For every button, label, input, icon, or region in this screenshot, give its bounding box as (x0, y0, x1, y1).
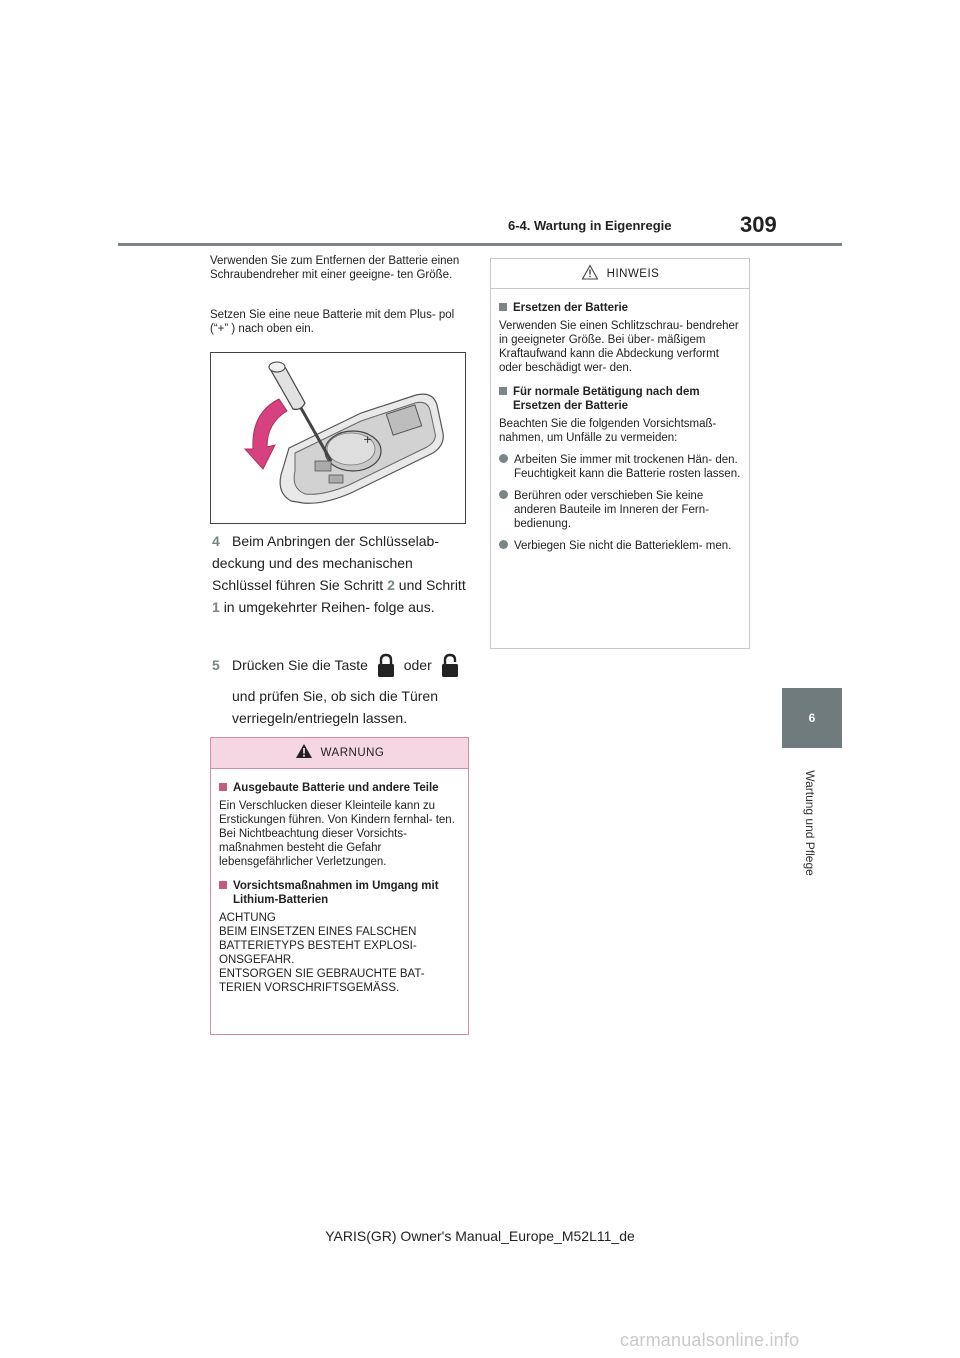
square-bullet-icon (499, 387, 507, 395)
circle-bullet-icon (499, 454, 508, 463)
step-text-b: und Schritt (398, 577, 466, 593)
notice-box (490, 258, 750, 649)
square-bullet-icon (219, 881, 227, 889)
notice-title: HINWEIS (606, 267, 660, 280)
battery-replacement-figure (210, 352, 466, 524)
square-bullet-icon (219, 783, 227, 791)
step-text-a: Drücken Sie die Taste (232, 657, 368, 673)
notice-text: Beachten Sie die folgenden Vorsichtsmaß- nahmen, um Unfälle zu vermeiden: (499, 418, 717, 444)
chapter-label (800, 760, 820, 890)
footer-manual-id: YARIS(GR) Owner's Manual_Europe_M52L11_de (325, 1228, 635, 1244)
step-ref: 1 (212, 599, 220, 615)
list-item: Arbeiten Sie immer mit trockenen Hän- den. Feuchtigkeit kann die Batterie rosten lassen. (499, 453, 741, 481)
step-number: 5 (212, 657, 220, 673)
svg-text:+: + (363, 433, 373, 446)
caution-outline-icon (581, 264, 599, 284)
lock-closed-icon (376, 653, 396, 679)
circle-bullet-icon (499, 490, 508, 499)
intro-paragraph-1: Verwenden Sie zum Entfernen der Batterie einen Schraubendreher mit einer geeigne- ten Größe. (210, 255, 460, 281)
step-5 (212, 652, 474, 729)
list-item: Berühren oder verschieben Sie keine anderen Bauteile im Inneren der Fern- bedienung. (499, 489, 741, 531)
warning-triangle-icon (295, 743, 313, 763)
warning-title: WARNUNG (320, 747, 385, 759)
section-title: 6-4. Wartung in Eigenregie (508, 218, 672, 233)
step-ref: 2 (387, 577, 395, 593)
warning-header (211, 738, 468, 769)
warning-heading: Ausgebaute Batterie und andere Teile (219, 781, 460, 795)
notice-text: Verwenden Sie einen Schlitzschrau- bendreher in geeigneter Größe. Bei über- mäßigem Kraftaufwand kann die Abdeckung verformt oder beschädigt wer- den. (499, 320, 739, 374)
chapter-tab (782, 688, 842, 748)
page-number: 309 (740, 212, 777, 237)
square-bullet-icon (499, 303, 507, 311)
warning-text: ACHTUNG BEIM EINSETZEN EINES FALSCHEN BATTERIETYPS BESTEHT EXPLOSI- ONSGEFAHR. ENTSORGEN SIE GEBRAUCHTE BAT- TERIEN VORSCHRIFTSGEMÄSS. (219, 912, 425, 994)
list-item: Verbiegen Sie nicht die Batterieklem- men. (499, 539, 741, 553)
notice-heading: Für normale Betätigung nach dem Ersetzen der Batterie (499, 385, 741, 413)
step-text-a: Beim Anbringen der Schlüsselab- deckung und des mechanischen Schlüssel führen Sie Schritt (212, 533, 440, 593)
step-4 (212, 530, 474, 618)
warning-text: Ein Verschlucken dieser Kleinteile kann zu Erstickungen führen. Von Kindern fernhal- ten. Bei Nichtbeachtung dieser Vorsichts- maßnahmen besteht die Gefahr lebensgefährlicher Verletzungen. (219, 800, 455, 868)
notice-heading: Ersetzen der Batterie (499, 301, 741, 315)
lock-open-icon (440, 653, 460, 679)
warning-box (210, 737, 469, 1035)
warning-heading: Vorsichtsmaßnahmen im Umgang mit Lithium-Batterien (219, 879, 460, 907)
step-number: 4 (212, 533, 220, 549)
step-text-c: in umgekehrter Reihen- folge aus. (223, 599, 435, 615)
key-fob-illustration (211, 353, 465, 523)
step-text-or: oder (403, 657, 432, 673)
circle-bullet-icon (499, 540, 508, 549)
intro-paragraph-2: Setzen Sie eine neue Batterie mit dem Plus- pol (“+” ) nach oben ein. (210, 309, 455, 335)
step-text-b: und prüfen Sie, ob sich die Türen verriegeln/entriegeln lassen. (232, 688, 438, 727)
header-rule (118, 243, 842, 246)
chapter-number: 6 (808, 711, 816, 725)
watermark: carmanualsonline.info (620, 1330, 800, 1350)
chapter-label-text: Wartung und Pflege (803, 770, 817, 876)
notice-header (491, 259, 749, 289)
